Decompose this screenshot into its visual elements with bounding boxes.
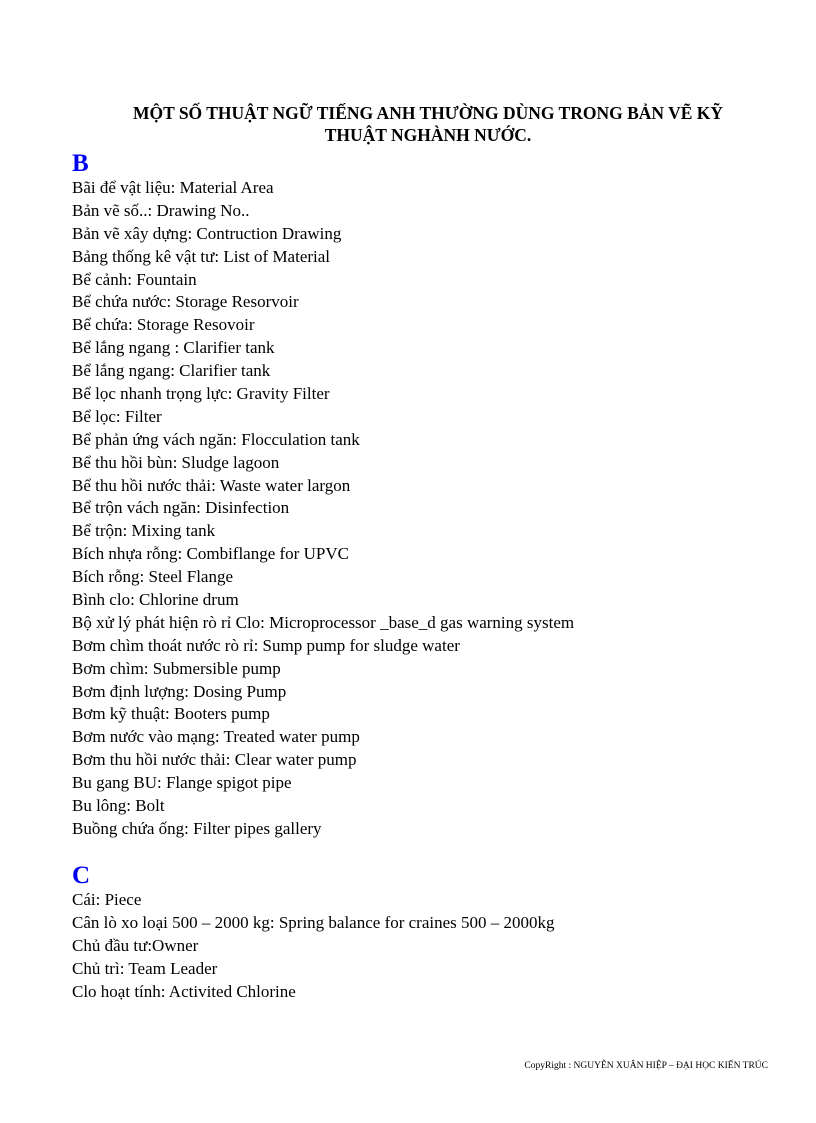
term-entry: Bu lông: Bolt [72, 796, 165, 816]
term-entry: Cái: Piece [72, 890, 142, 909]
term-entry: Bể thu hồi bùn: Sludge lagoon [72, 452, 280, 472]
section-b [72, 151, 792, 841]
term-entry: Bảng thống kê vật tư: List of Material [72, 246, 331, 266]
term-entry: Clo hoạt tính: Activited Chlorine [72, 981, 296, 1001]
term-entry: Bể lọc nhanh trọng lực: Gravity Filter [72, 384, 330, 404]
term-entry: Bộ xử lý phát hiện rò rỉ Clo: Microprocessor _base_d gas warning system [72, 612, 575, 632]
term-list-c [72, 889, 792, 1003]
term-entry: Bơm nước vào mạng: Treated water pump [72, 727, 360, 747]
term-entry: Bình clo: Chlorine drum [72, 590, 239, 610]
section-heading-b: B [72, 150, 89, 177]
term-entry: Bể phản ứng vách ngăn: Flocculation tank [72, 429, 360, 449]
term-entry: Bản vẽ số..: Drawing No.. [72, 200, 250, 220]
document-title-line-1: MỘT SỐ THUẬT NGỮ TIẾNG ANH THƯỜNG DÙNG TRONG BẢN VẼ KỸ [132, 103, 724, 123]
term-entry: Cân lò xo loại 500 – 2000 kg: Spring balance for craines 500 – 2000kg [72, 912, 555, 932]
term-entry: Bơm chìm thoát nước rò rỉ: Sump pump for sludge water [72, 635, 460, 655]
term-entry: Bể thu hồi nước thải: Waste water largon [72, 475, 351, 495]
term-entry: Bơm chìm: Submersible pump [72, 658, 281, 678]
term-entry: Bể trộn: Mixing tank [72, 521, 216, 541]
term-entry: Bu gang BU: Flange spigot pipe [72, 773, 292, 793]
term-entry: Bể cảnh: Fountain [72, 269, 197, 289]
term-entry: Bơm thu hồi nước thải: Clear water pump [72, 750, 357, 770]
term-entry: Bể lắng ngang : Clarifier tank [72, 338, 275, 358]
term-entry: Chủ đầu tư:Owner [72, 935, 199, 955]
term-entry: Bể chứa nước: Storage Resorvoir [72, 292, 299, 312]
term-entry: Buồng chứa ống: Filter pipes gallery [72, 818, 322, 838]
section-heading-c: C [72, 862, 91, 889]
term-list-b [72, 177, 792, 841]
term-entry: Bích rỗng: Steel Flange [72, 567, 234, 587]
term-entry: Bể trộn vách ngăn: Disinfection [72, 498, 290, 518]
term-entry: Bản vẽ xây dựng: Contruction Drawing [72, 223, 342, 243]
term-entry: Bơm kỹ thuật: Booters pump [72, 704, 270, 724]
term-entry: Chủ trì: Team Leader [72, 958, 218, 978]
term-entry: Bể chứa: Storage Resovoir [72, 315, 255, 335]
term-entry: Bể lắng ngang: Clarifier tank [72, 361, 271, 381]
term-entry: Bãi để vật liệu: Material Area [72, 178, 274, 197]
document-title [60, 102, 796, 146]
term-entry: Bơm định lượng: Dosing Pump [72, 681, 287, 701]
term-entry: Bể lọc: Filter [72, 406, 162, 426]
term-entry: Bích nhựa rỗng: Combiflange for UPVC [72, 544, 349, 564]
document-title-line-2: THUẬT NGHÀNH NƯỚC. [324, 125, 532, 145]
copyright-footer: CopyRight : NGUYỄN XUÂN HIỆP – ĐẠI HỌC KIẾN TRÚC [524, 1061, 768, 1071]
section-c [72, 863, 792, 1003]
